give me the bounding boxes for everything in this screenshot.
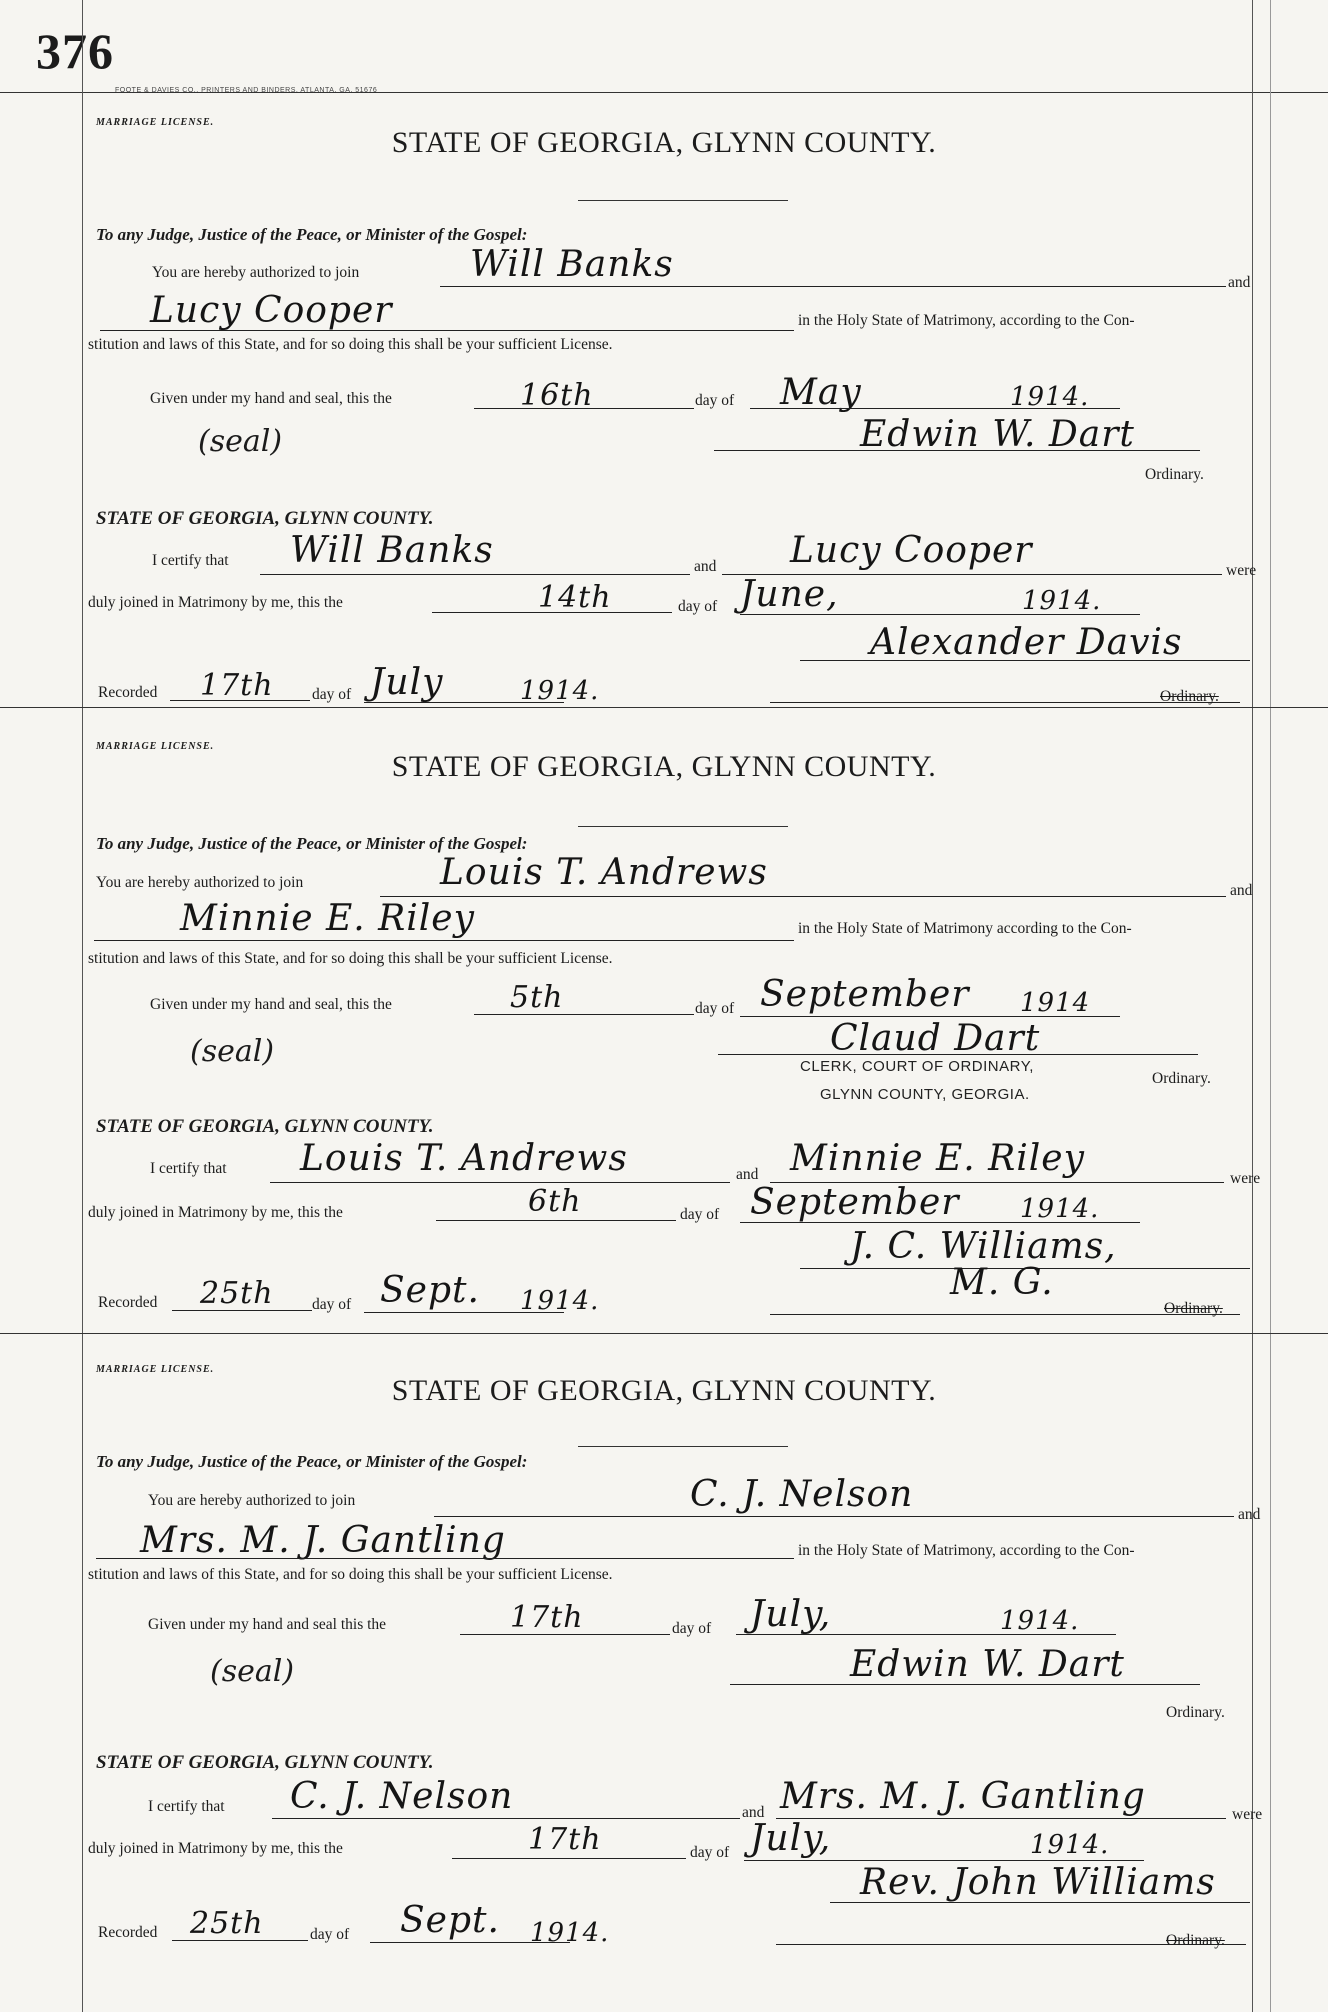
constitution-text: stitution and laws of this State, and for so doing this shall be your sufficient License. <box>88 336 613 353</box>
constitution-text: stitution and laws of this State, and for so doing this shall be your sufficient License. <box>88 950 613 967</box>
cert-groom-name: Louis T. Andrews <box>300 1138 628 1179</box>
holy-state-text: in the Holy State of Matrimony according to the Con- <box>798 920 1132 937</box>
authorized-text: You are hereby authorized to join <box>96 874 304 891</box>
cert-bride-name: Minnie E. Riley <box>790 1138 1085 1179</box>
license-title: STATE OF GEORGIA, GLYNN COUNTY. <box>391 126 937 159</box>
were-text: were <box>1232 1806 1263 1823</box>
married-day-line <box>452 1858 686 1859</box>
officiant-signature: Alexander Davis <box>870 622 1183 663</box>
recorded-day-line <box>170 700 310 701</box>
license-year: 1914 <box>1020 988 1091 1018</box>
top-border <box>0 92 1328 93</box>
recorded-day: 25th <box>190 1906 264 1941</box>
certify-text: I certify that <box>150 1160 227 1177</box>
license-day: 16th <box>520 378 594 413</box>
groom-line <box>380 896 1226 897</box>
clerk-stamp-line-1: CLERK, COURT OF ORDINARY, <box>800 1058 1034 1075</box>
license-month-line <box>750 408 1120 409</box>
ordinary-signature-line <box>718 1054 1198 1055</box>
officiant-line <box>830 1902 1250 1903</box>
seal-mark: (seal) <box>210 1654 295 1689</box>
day-of-text: day of <box>672 1620 712 1637</box>
were-text: were <box>1226 562 1257 579</box>
license-day-line <box>474 408 694 409</box>
recorded-month-line <box>364 1312 564 1313</box>
license-title: STATE OF GEORGIA, GLYNN COUNTY. <box>391 1374 937 1407</box>
address-line: To any Judge, Justice of the Peace, or Minister of the Gospel: <box>96 1452 528 1471</box>
left-margin-rule <box>82 0 83 2012</box>
bride-name: Mrs. M. J. Gantling <box>140 1520 506 1561</box>
duly-text: duly joined in Matrimony by me, this the <box>88 1840 343 1857</box>
license-label: MARRIAGE LICENSE. <box>96 741 215 752</box>
certificate-header: STATE OF GEORGIA, GLYNN COUNTY. <box>96 508 434 529</box>
recorded-text: Recorded <box>98 1924 158 1941</box>
recorded-text: Recorded <box>98 684 158 701</box>
and-text: and <box>1230 882 1253 899</box>
holy-state-text: in the Holy State of Matrimony, according to the Con- <box>798 312 1135 329</box>
license-day: 5th <box>510 980 564 1015</box>
recorded-month: Sept. <box>400 1900 500 1941</box>
ordinary-signature: Edwin W. Dart <box>860 414 1135 455</box>
cert-bride-name: Mrs. M. J. Gantling <box>780 1776 1146 1817</box>
bride-name: Minnie E. Riley <box>180 898 475 939</box>
officiant-signature: Rev. John Williams <box>860 1862 1216 1903</box>
cert-bride-line <box>776 1818 1226 1819</box>
recorded-day-of: day of <box>312 1296 352 1313</box>
license-month-line <box>736 1634 1116 1635</box>
cert-groom-line <box>260 574 690 575</box>
cert-bride-name: Lucy Cooper <box>790 530 1033 571</box>
seal-mark: (seal) <box>190 1034 275 1069</box>
recorded-day-of: day of <box>310 1926 350 1943</box>
groom-line <box>440 286 1226 287</box>
certify-text: I certify that <box>148 1798 225 1815</box>
married-month-line <box>744 1860 1144 1861</box>
married-month: June, <box>740 574 839 615</box>
license-title: STATE OF GEORGIA, GLYNN COUNTY. <box>391 750 937 783</box>
married-day-line <box>432 612 672 613</box>
and-text: and <box>1238 1506 1261 1523</box>
certificate-header: STATE OF GEORGIA, GLYNN COUNTY. <box>96 1116 434 1137</box>
cert-and-text: and <box>742 1804 765 1821</box>
license-year: 1914. <box>1000 1606 1080 1636</box>
title-rule <box>578 200 788 201</box>
recorded-year: 1914. <box>520 1286 600 1316</box>
license-label: MARRIAGE LICENSE. <box>96 117 215 128</box>
ordinary-title: Ordinary. <box>1152 1070 1211 1087</box>
bride-line <box>100 330 794 331</box>
recorded-text: Recorded <box>98 1294 158 1311</box>
ordinary-signature-line <box>714 450 1200 451</box>
day-of-text: day of <box>695 392 735 409</box>
ordinary-signature: Claud Dart <box>830 1018 1041 1059</box>
printer-imprint: FOOTE & DAVIES CO., PRINTERS AND BINDERS, ATLANTA, GA. 51676 <box>115 87 378 94</box>
certify-text: I certify that <box>152 552 229 569</box>
recorded-day: 17th <box>200 668 274 703</box>
recorded-day: 25th <box>200 1276 274 1311</box>
title-rule <box>578 826 788 827</box>
officiant-line <box>800 660 1250 661</box>
married-month-line <box>740 1222 1140 1223</box>
married-day: 6th <box>528 1184 582 1219</box>
recorded-year: 1914. <box>520 676 600 706</box>
married-month-line <box>740 614 1140 615</box>
given-text: Given under my hand and seal this the <box>148 1616 387 1633</box>
license-month: July, <box>750 1594 832 1635</box>
bride-line <box>94 940 794 941</box>
holy-state-text: in the Holy State of Matrimony, according to the Con- <box>798 1542 1135 1559</box>
recorded-day-of: day of <box>312 686 352 703</box>
right-margin-rule <box>1252 0 1253 2012</box>
married-month: September <box>750 1182 960 1223</box>
ordinary-signature: Edwin W. Dart <box>850 1644 1125 1685</box>
title-rule <box>578 1446 788 1447</box>
groom-line <box>434 1516 1234 1517</box>
binding-edge <box>1270 0 1271 2012</box>
recorded-day-line <box>172 1940 308 1941</box>
authorized-text: You are hereby authorized to join <box>148 1492 356 1509</box>
recorded-month-line <box>370 1942 570 1943</box>
ordinary-title: Ordinary. <box>1145 466 1204 483</box>
cert-groom-name: C. J. Nelson <box>290 1776 514 1817</box>
page-number: 376 <box>36 23 114 79</box>
address-line: To any Judge, Justice of the Peace, or Minister of the Gospel: <box>96 834 528 853</box>
duly-text: duly joined in Matrimony by me, this the <box>88 1204 343 1221</box>
address-line: To any Judge, Justice of the Peace, or Minister of the Gospel: <box>96 225 528 244</box>
license-month: September <box>760 974 970 1015</box>
section-divider-1 <box>0 707 1328 708</box>
married-year: 1914. <box>1022 586 1102 616</box>
married-year: 1914. <box>1020 1194 1100 1224</box>
license-label: MARRIAGE LICENSE. <box>96 1364 215 1375</box>
cert-groom-line <box>270 1182 730 1183</box>
groom-name: C. J. Nelson <box>690 1474 914 1515</box>
ordinary-struck: Ordinary. <box>1160 688 1219 705</box>
seal-mark: (seal) <box>198 424 283 459</box>
cert-and-text: and <box>694 558 717 575</box>
ordinary-struck: Ordinary. <box>1166 1932 1225 1949</box>
cert-and-text: and <box>736 1166 759 1183</box>
license-day-line <box>460 1634 670 1635</box>
married-day-of: day of <box>678 598 718 615</box>
certificate-header: STATE OF GEORGIA, GLYNN COUNTY. <box>96 1752 434 1773</box>
married-day-line <box>436 1220 676 1221</box>
clerk-stamp-line-2: GLYNN COUNTY, GEORGIA. <box>820 1086 1030 1103</box>
officiant-title: M. G. <box>950 1262 1054 1303</box>
cert-groom-name: Will Banks <box>290 530 494 571</box>
married-day-of: day of <box>690 1844 730 1861</box>
married-year: 1914. <box>1030 1830 1110 1860</box>
married-day-of: day of <box>680 1206 720 1223</box>
license-month-line <box>740 1016 1120 1017</box>
ordinary-signature-line <box>730 1684 1200 1685</box>
license-day: 17th <box>510 1600 584 1635</box>
license-year: 1914. <box>1010 382 1090 412</box>
license-month: May <box>780 372 862 413</box>
bride-line <box>96 1558 794 1559</box>
constitution-text: stitution and laws of this State, and for so doing this shall be your sufficient License. <box>88 1566 613 1583</box>
authorized-text: You are hereby authorized to join <box>152 264 360 281</box>
license-day-line <box>474 1014 694 1015</box>
cert-groom-line <box>272 1818 740 1819</box>
and-text: and <box>1228 274 1251 291</box>
groom-name: Will Banks <box>470 244 674 285</box>
given-text: Given under my hand and seal, this the <box>150 390 392 407</box>
recorded-day-line <box>172 1310 312 1311</box>
day-of-text: day of <box>695 1000 735 1017</box>
duly-text: duly joined in Matrimony by me, this the <box>88 594 343 611</box>
recorded-month: Sept. <box>380 1270 480 1311</box>
married-day: 17th <box>528 1822 602 1857</box>
recorded-month: July <box>370 662 444 703</box>
ordinary-struck: Ordinary. <box>1164 1300 1223 1317</box>
married-month: July, <box>750 1818 832 1859</box>
recorded-year: 1914. <box>530 1918 610 1948</box>
bride-name: Lucy Cooper <box>150 290 393 331</box>
given-text: Given under my hand and seal, this the <box>150 996 392 1013</box>
married-day: 14th <box>538 580 612 615</box>
groom-name: Louis T. Andrews <box>440 852 768 893</box>
ordinary-title: Ordinary. <box>1166 1704 1225 1721</box>
recorded-month-line <box>364 702 564 703</box>
section-divider-2 <box>0 1333 1328 1334</box>
were-text: were <box>1230 1170 1261 1187</box>
officiant-signature: J. C. Williams, <box>850 1226 1117 1267</box>
